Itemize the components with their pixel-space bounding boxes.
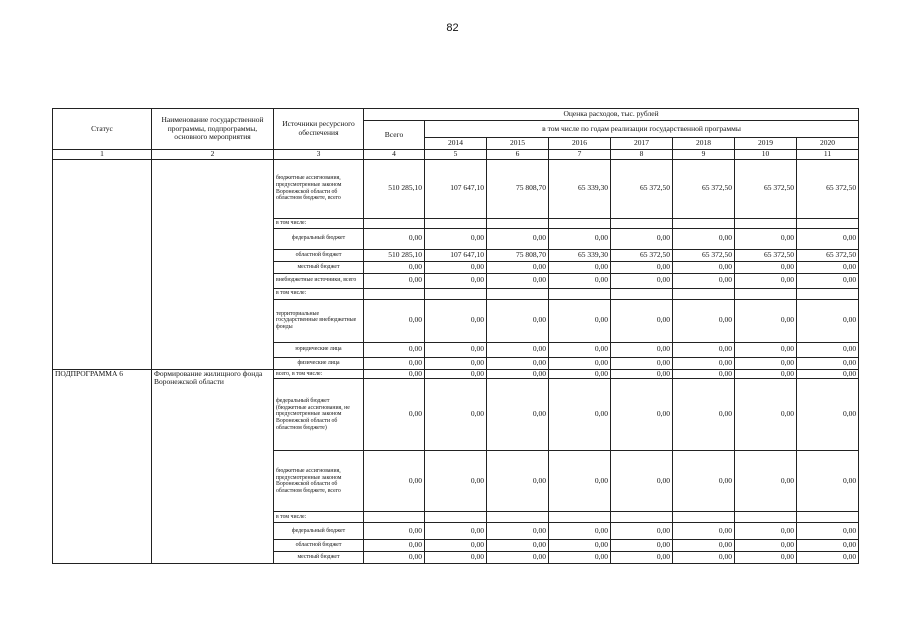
year-value-cell: 0,00: [425, 299, 487, 342]
table-row: [53, 159, 859, 218]
table-row: [53, 369, 859, 379]
year-value-cell: 0,00: [797, 261, 859, 273]
header-total: Всего: [364, 121, 425, 150]
source-cell: областной бюджет: [274, 249, 364, 261]
year-value-cell: 65 372,50: [611, 249, 673, 261]
year-value-cell: [549, 218, 611, 228]
year-value-cell: [611, 288, 673, 299]
year-value-cell: 0,00: [487, 273, 549, 288]
year-value-cell: 0,00: [673, 273, 735, 288]
year-value-cell: [673, 288, 735, 299]
year-value-cell: 0,00: [797, 357, 859, 369]
source-cell: бюджетные ассигнования, предусмотренные законом Воронежской области об областном бюджете, всего: [274, 159, 364, 218]
year-value-cell: 0,00: [797, 523, 859, 540]
source-cell: территориальные государственные внебюджетные фонды: [274, 299, 364, 342]
total-value-cell: 0,00: [364, 273, 425, 288]
year-value-cell: 0,00: [735, 261, 797, 273]
year-value-cell: 0,00: [673, 523, 735, 540]
year-value-cell: 0,00: [425, 369, 487, 379]
year-value-cell: 0,00: [549, 451, 611, 512]
subprogram-status: ПОДПРОГРАММА 6: [53, 369, 152, 564]
total-value-cell: 0,00: [364, 451, 425, 512]
year-value-cell: 0,00: [549, 523, 611, 540]
year-value-cell: 65 372,50: [673, 249, 735, 261]
year-value-cell: 0,00: [549, 357, 611, 369]
year-value-cell: [673, 218, 735, 228]
total-value-cell: 0,00: [364, 552, 425, 564]
header-year: 2016: [549, 138, 611, 150]
year-value-cell: 107 647,10: [425, 159, 487, 218]
total-value-cell: 0,00: [364, 357, 425, 369]
year-value-cell: 0,00: [487, 228, 549, 249]
year-value-cell: 0,00: [611, 357, 673, 369]
name-cell-empty: [152, 159, 274, 369]
year-value-cell: 0,00: [673, 451, 735, 512]
total-value-cell: 0,00: [364, 379, 425, 451]
year-value-cell: [611, 218, 673, 228]
year-value-cell: 0,00: [425, 342, 487, 357]
year-value-cell: [797, 512, 859, 523]
status-cell-empty: [53, 159, 152, 369]
year-value-cell: 0,00: [425, 451, 487, 512]
year-value-cell: 107 647,10: [425, 249, 487, 261]
total-value-cell: 0,00: [364, 228, 425, 249]
year-value-cell: 0,00: [797, 273, 859, 288]
year-value-cell: 65 372,50: [611, 159, 673, 218]
header-year: 2018: [673, 138, 735, 150]
column-index: 4: [364, 150, 425, 160]
year-value-cell: [797, 288, 859, 299]
year-value-cell: 0,00: [735, 379, 797, 451]
year-value-cell: 0,00: [735, 369, 797, 379]
total-value-cell: 0,00: [364, 342, 425, 357]
year-value-cell: 0,00: [611, 228, 673, 249]
year-value-cell: 0,00: [487, 379, 549, 451]
year-value-cell: 0,00: [735, 451, 797, 512]
header-year: 2015: [487, 138, 549, 150]
year-value-cell: [611, 512, 673, 523]
year-value-cell: 0,00: [549, 261, 611, 273]
source-cell: в том числе:: [274, 288, 364, 299]
year-value-cell: 0,00: [549, 299, 611, 342]
year-value-cell: 0,00: [611, 523, 673, 540]
total-value-cell: 0,00: [364, 369, 425, 379]
column-index: 2: [152, 150, 274, 160]
year-value-cell: 0,00: [549, 228, 611, 249]
year-value-cell: 0,00: [797, 369, 859, 379]
year-value-cell: 0,00: [425, 379, 487, 451]
column-index: 3: [274, 150, 364, 160]
year-value-cell: 0,00: [797, 342, 859, 357]
column-index: 6: [487, 150, 549, 160]
source-cell: федеральный бюджет (бюджетные ассигнования, не предусмотренные законом Воронежской области об областном бюджете): [274, 379, 364, 451]
source-cell: местный бюджет: [274, 552, 364, 564]
header-status: Статус: [53, 109, 152, 150]
year-value-cell: 75 808,70: [487, 249, 549, 261]
year-value-cell: 0,00: [611, 273, 673, 288]
year-value-cell: 0,00: [797, 228, 859, 249]
total-value-cell: 510 285,10: [364, 249, 425, 261]
year-value-cell: [735, 512, 797, 523]
header-by-years: в том числе по годам реализации государственной программы: [425, 121, 859, 138]
year-value-cell: 0,00: [673, 552, 735, 564]
year-value-cell: 0,00: [487, 369, 549, 379]
source-cell: областной бюджет: [274, 540, 364, 552]
year-value-cell: 0,00: [549, 342, 611, 357]
source-cell: физические лица: [274, 357, 364, 369]
year-value-cell: 0,00: [549, 552, 611, 564]
column-index: 9: [673, 150, 735, 160]
total-value-cell: 0,00: [364, 540, 425, 552]
year-value-cell: 0,00: [611, 342, 673, 357]
year-value-cell: 0,00: [797, 379, 859, 451]
year-value-cell: 0,00: [425, 273, 487, 288]
year-value-cell: 0,00: [673, 299, 735, 342]
year-value-cell: 0,00: [735, 523, 797, 540]
year-value-cell: 0,00: [487, 299, 549, 342]
total-value-cell: [364, 288, 425, 299]
source-cell: федеральный бюджет: [274, 228, 364, 249]
column-index: 5: [425, 150, 487, 160]
budget-table: [52, 108, 859, 564]
column-index: 10: [735, 150, 797, 160]
year-value-cell: [425, 512, 487, 523]
source-cell: федеральный бюджет: [274, 523, 364, 540]
year-value-cell: 0,00: [797, 299, 859, 342]
year-value-cell: 0,00: [673, 540, 735, 552]
year-value-cell: 0,00: [611, 451, 673, 512]
year-value-cell: 0,00: [735, 299, 797, 342]
year-value-cell: [487, 218, 549, 228]
year-value-cell: 0,00: [673, 369, 735, 379]
header-name: Наименование государственной программы, подпрограммы, основного мероприятия: [152, 109, 274, 150]
year-value-cell: 65 372,50: [735, 159, 797, 218]
year-value-cell: 65 372,50: [673, 159, 735, 218]
year-value-cell: 0,00: [549, 273, 611, 288]
year-value-cell: 0,00: [673, 228, 735, 249]
year-value-cell: 65 372,50: [735, 249, 797, 261]
total-value-cell: 510 285,10: [364, 159, 425, 218]
source-cell: бюджетные ассигнования, предусмотренные законом Воронежской области об областном бюджете, всего: [274, 451, 364, 512]
year-value-cell: 65 372,50: [797, 159, 859, 218]
year-value-cell: 0,00: [611, 299, 673, 342]
year-value-cell: 65 372,50: [797, 249, 859, 261]
year-value-cell: 0,00: [611, 369, 673, 379]
year-value-cell: 0,00: [487, 523, 549, 540]
source-cell: внебюджетные источники, всего: [274, 273, 364, 288]
year-value-cell: 0,00: [425, 357, 487, 369]
year-value-cell: [549, 288, 611, 299]
source-cell: юридические лица: [274, 342, 364, 357]
total-value-cell: [364, 218, 425, 228]
source-cell: в том числе:: [274, 218, 364, 228]
column-index: 1: [53, 150, 152, 160]
year-value-cell: [549, 512, 611, 523]
year-value-cell: 75 808,70: [487, 159, 549, 218]
year-value-cell: 0,00: [425, 540, 487, 552]
year-value-cell: [797, 218, 859, 228]
column-index: 8: [611, 150, 673, 160]
year-value-cell: [425, 218, 487, 228]
year-value-cell: 0,00: [735, 357, 797, 369]
header-estimate: Оценка расходов, тыс. рублей: [364, 109, 859, 121]
column-index: 11: [797, 150, 859, 160]
year-value-cell: 0,00: [611, 379, 673, 451]
year-value-cell: [487, 288, 549, 299]
header-year: 2019: [735, 138, 797, 150]
year-value-cell: 0,00: [549, 379, 611, 451]
year-value-cell: [735, 218, 797, 228]
total-value-cell: 0,00: [364, 261, 425, 273]
year-value-cell: 0,00: [611, 261, 673, 273]
year-value-cell: 0,00: [425, 552, 487, 564]
source-cell: в том числе:: [274, 512, 364, 523]
year-value-cell: 0,00: [487, 451, 549, 512]
year-value-cell: 65 339,30: [549, 159, 611, 218]
year-value-cell: 0,00: [487, 342, 549, 357]
column-index: 7: [549, 150, 611, 160]
year-value-cell: 0,00: [673, 379, 735, 451]
year-value-cell: 0,00: [549, 540, 611, 552]
year-value-cell: 0,00: [425, 228, 487, 249]
year-value-cell: 0,00: [611, 552, 673, 564]
year-value-cell: 0,00: [797, 552, 859, 564]
total-value-cell: [364, 512, 425, 523]
year-value-cell: [425, 288, 487, 299]
year-value-cell: 0,00: [735, 552, 797, 564]
total-value-cell: 0,00: [364, 523, 425, 540]
year-value-cell: 0,00: [735, 342, 797, 357]
page-number: 82: [446, 22, 459, 34]
year-value-cell: 0,00: [673, 357, 735, 369]
year-value-cell: 0,00: [673, 342, 735, 357]
header-year: 2017: [611, 138, 673, 150]
year-value-cell: 0,00: [735, 273, 797, 288]
year-value-cell: 0,00: [425, 261, 487, 273]
year-value-cell: 0,00: [549, 369, 611, 379]
total-value-cell: 0,00: [364, 299, 425, 342]
year-value-cell: 0,00: [735, 228, 797, 249]
subprogram-name: Формирование жилищного фонда Воронежской области: [152, 369, 274, 564]
year-value-cell: 0,00: [797, 540, 859, 552]
header-sources: Источники ресурсного обеспечения: [274, 109, 364, 150]
year-value-cell: 0,00: [425, 523, 487, 540]
header-year: 2014: [425, 138, 487, 150]
year-value-cell: 0,00: [797, 451, 859, 512]
year-value-cell: 0,00: [735, 540, 797, 552]
header-year: 2020: [797, 138, 859, 150]
year-value-cell: [673, 512, 735, 523]
source-cell: всего, в том числе:: [274, 369, 364, 379]
year-value-cell: 0,00: [673, 261, 735, 273]
year-value-cell: [735, 288, 797, 299]
year-value-cell: 0,00: [611, 540, 673, 552]
year-value-cell: 0,00: [487, 552, 549, 564]
year-value-cell: 0,00: [487, 540, 549, 552]
year-value-cell: [487, 512, 549, 523]
year-value-cell: 0,00: [487, 261, 549, 273]
source-cell: местный бюджет: [274, 261, 364, 273]
year-value-cell: 0,00: [487, 357, 549, 369]
year-value-cell: 65 339,30: [549, 249, 611, 261]
